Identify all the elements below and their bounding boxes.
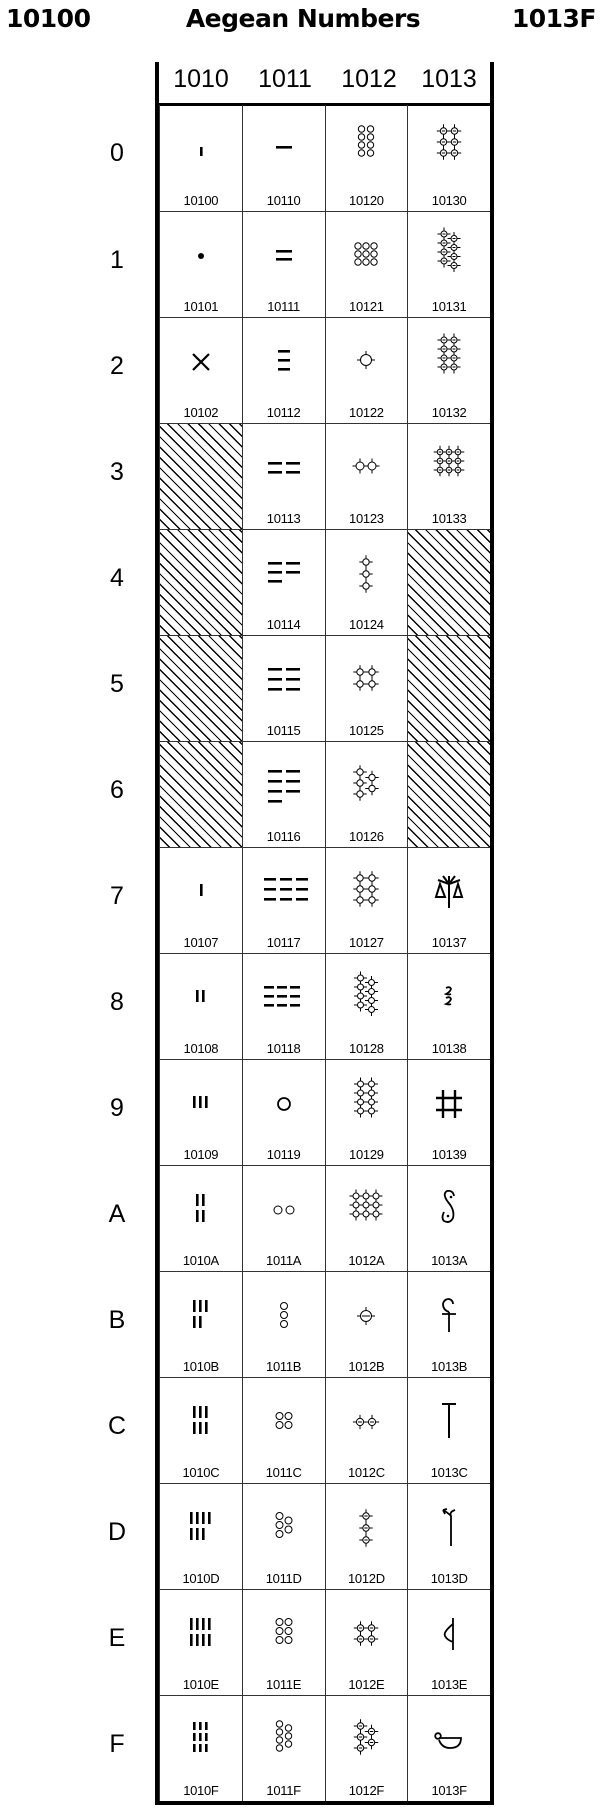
table-row [110, 741, 490, 847]
aegean-number-two-icon [171, 968, 231, 1026]
code-point-label: 10122 [349, 405, 384, 420]
aegean-number-fifty-thousand-b-icon [336, 1710, 396, 1768]
table-row [108, 1589, 490, 1695]
glyph-cell [325, 848, 408, 953]
code-point-label: 10111 [267, 299, 300, 314]
row-header-label: E [108, 1624, 126, 1652]
glyph-cell [242, 1378, 325, 1483]
code-point-label: 10127 [349, 935, 384, 950]
code-point-label: 1013D [430, 1571, 468, 1586]
glyph-cell [159, 1590, 242, 1695]
table-row [110, 423, 490, 529]
aegean-measure-third-subunit-icon [419, 1710, 479, 1768]
aegean-number-four-icon [171, 1180, 231, 1238]
aegean-number-five-icon [171, 1286, 231, 1344]
row-header-label: 1 [110, 246, 124, 274]
aegean-dry-measure-first-subunit-icon [419, 1392, 479, 1450]
glyph-cell [159, 1272, 242, 1377]
aegean-number-twenty-thousand-b-icon [336, 1392, 396, 1450]
glyph-cell [407, 1272, 490, 1377]
table-row [108, 1271, 490, 1377]
aegean-number-eighty-thousand-b-icon [336, 1074, 396, 1132]
glyph-cell [325, 742, 408, 847]
glyph-cell [242, 1590, 325, 1695]
table-row [109, 1695, 490, 1801]
code-point-label: 1011A [266, 1253, 302, 1268]
aegean-number-ninety-thousand-b-icon [336, 1180, 396, 1238]
glyph-cell [242, 424, 325, 529]
aegean-weight-fourth-subunit-icon [419, 1286, 479, 1344]
code-point-label: 10101 [183, 299, 219, 314]
aegean-number-thirty-thousand-icon [336, 544, 396, 602]
aegean-number-three-icon [171, 1074, 231, 1132]
row-header-label: 6 [110, 776, 124, 804]
aegean-number-seventy-thousand-icon [419, 226, 479, 284]
code-point-label: 10100 [183, 193, 219, 208]
code-point-label: 10124 [349, 617, 384, 632]
glyph-cell [325, 318, 408, 423]
glyph-cell [242, 105, 325, 211]
aegean-number-one-icon [171, 862, 231, 920]
code-point-label: 10120 [349, 193, 384, 208]
code-point-label: 10121 [349, 299, 384, 314]
aegean-number-seven-icon [171, 1498, 231, 1556]
code-point-label: 1013E [431, 1677, 468, 1692]
glyph-cell [407, 848, 490, 953]
aegean-number-fifty-thousand-icon [336, 756, 396, 814]
glyph-cell [407, 1696, 490, 1801]
code-point-label: 1010B [182, 1359, 219, 1374]
table-row [110, 317, 490, 423]
aegean-number-thirty-thousand-b-icon [336, 1498, 396, 1556]
code-point-label: 10108 [183, 1041, 219, 1056]
aegean-number-four-hundred-icon [254, 1392, 314, 1450]
aegean-number-seventy-thousand-b-icon [336, 968, 396, 1026]
glyph-cell [242, 212, 325, 317]
aegean-number-ten-icon [254, 119, 314, 177]
table-row [110, 953, 490, 1059]
glyph-cell [407, 105, 490, 211]
table-row [107, 1483, 490, 1589]
row-header-label: F [109, 1730, 125, 1758]
column-header-1010: 1010 [173, 65, 229, 93]
aegean-number-twenty-thousand-icon [336, 438, 396, 496]
aegean-number-ten-thousand-icon [336, 332, 396, 390]
aegean-number-nine-icon [171, 1710, 231, 1768]
reserved-cell [407, 530, 490, 635]
glyph-cell [159, 848, 242, 953]
glyph-cell [159, 212, 242, 317]
aegean-word-separator-line-icon [171, 119, 231, 177]
row-header-label: 9 [110, 1094, 124, 1122]
code-point-label: 10118 [266, 1041, 301, 1056]
glyph-cell [407, 318, 490, 423]
row-header-label: 2 [110, 352, 124, 380]
table-row [110, 635, 490, 741]
code-point-label: 1012F [348, 1783, 385, 1798]
aegean-weight-first-subunit-icon [419, 968, 479, 1026]
code-point-label: 10126 [349, 829, 384, 844]
glyph-cell [242, 636, 325, 741]
code-point-label: 1011B [266, 1359, 302, 1374]
row-header-label: 7 [110, 882, 124, 910]
code-point-label: 10114 [266, 617, 301, 632]
reserved-cell [407, 742, 490, 847]
glyph-cell [242, 318, 325, 423]
code-point-label: 1011D [265, 1571, 302, 1586]
column-header-1013: 1013 [421, 65, 477, 93]
glyph-cell [325, 1272, 408, 1377]
aegean-number-forty-icon [254, 438, 314, 496]
aegean-number-forty-thousand-icon [336, 650, 396, 708]
aegean-number-forty-thousand-b-icon [336, 1604, 396, 1662]
glyph-cell [242, 954, 325, 1059]
aegean-number-five-hundred-icon [254, 1498, 314, 1556]
row-header-label: B [108, 1306, 126, 1334]
table-row [110, 211, 490, 317]
table-row [110, 847, 490, 953]
glyph-cell [325, 1166, 408, 1271]
code-point-label: 10139 [431, 1147, 467, 1162]
glyph-cell [407, 1590, 490, 1695]
row-header-label: 5 [110, 670, 124, 698]
aegean-number-sixty-icon [254, 650, 314, 708]
range-end-code: 1013F [511, 4, 596, 33]
code-point-label: 10117 [266, 935, 301, 950]
aegean-number-fifty-icon [254, 544, 314, 602]
code-point-label: 1011E [266, 1677, 302, 1692]
code-point-label: 10133 [431, 511, 467, 526]
code-point-label: 10130 [431, 193, 467, 208]
glyph-cell [159, 1378, 242, 1483]
glyph-cell [159, 1060, 242, 1165]
glyph-cell [242, 848, 325, 953]
code-point-label: 1011C [265, 1465, 302, 1480]
code-point-label: 10137 [431, 935, 467, 950]
table-row [108, 1165, 490, 1271]
glyph-cell [159, 1696, 242, 1801]
code-point-label: 10132 [431, 405, 467, 420]
glyph-cell [325, 424, 408, 529]
glyph-cell [242, 1060, 325, 1165]
glyph-cell [242, 1166, 325, 1271]
aegean-number-two-hundred-icon [254, 1180, 314, 1238]
glyph-cell [242, 530, 325, 635]
row-header-label: C [107, 1412, 127, 1440]
row-header-label: 8 [110, 988, 124, 1016]
aegean-number-seventy-icon [254, 756, 314, 814]
range-start-code: 10100 [6, 4, 91, 33]
glyph-cell [242, 742, 325, 847]
row-header-label: A [108, 1200, 126, 1228]
glyph-cell [325, 954, 408, 1059]
code-point-label: 10112 [266, 405, 301, 420]
code-point-label: 10138 [431, 1041, 467, 1056]
row-header-label: D [107, 1518, 127, 1546]
aegean-number-thirty-icon [254, 332, 314, 390]
code-point-label: 10123 [349, 511, 384, 526]
aegean-number-eight-thousand-icon [336, 119, 396, 177]
code-point-label: 1013A [431, 1253, 468, 1268]
code-point-label: 1012E [348, 1677, 385, 1692]
row-header-label: 0 [110, 139, 124, 167]
glyph-cell [159, 954, 242, 1059]
row-header-label: 3 [110, 458, 124, 486]
aegean-number-twenty-icon [254, 226, 314, 284]
code-point-label: 10107 [183, 935, 219, 950]
reserved-cell [159, 530, 242, 635]
glyph-cell [242, 1484, 325, 1589]
aegean-number-eight-icon [171, 1604, 231, 1662]
code-point-label: 1010F [183, 1783, 219, 1798]
table-row [107, 1377, 490, 1483]
glyph-cell [407, 424, 490, 529]
code-point-label: 1012A [348, 1253, 385, 1268]
code-point-label: 1010E [182, 1677, 219, 1692]
column-header-row [155, 62, 494, 104]
reserved-cell [407, 636, 490, 741]
reserved-cell [159, 636, 242, 741]
aegean-measure-second-subunit-icon [419, 1604, 479, 1662]
aegean-number-sixty-thousand-icon [419, 119, 479, 177]
code-point-label: 1011F [266, 1783, 301, 1798]
code-point-label: 10102 [183, 405, 219, 420]
aegean-weight-base-unit-icon [419, 862, 479, 920]
aegean-number-six-hundred-icon [254, 1604, 314, 1662]
aegean-number-three-hundred-icon [254, 1286, 314, 1344]
code-point-label: 10129 [349, 1147, 384, 1162]
code-point-label: 1013F [431, 1783, 467, 1798]
column-header-1012: 1012 [341, 65, 397, 93]
glyph-grid [107, 105, 494, 1805]
table-row [110, 529, 490, 635]
code-point-label: 10109 [183, 1147, 219, 1162]
glyph-cell [159, 1166, 242, 1271]
column-header-1011: 1011 [258, 65, 312, 93]
glyph-cell [407, 1378, 490, 1483]
code-point-label: 1010D [182, 1571, 220, 1586]
aegean-number-eighty-thousand-icon [419, 332, 479, 390]
aegean-weight-third-subunit-icon [419, 1180, 479, 1238]
aegean-weight-second-subunit-icon [419, 1074, 479, 1132]
glyph-cell [159, 318, 242, 423]
glyph-cell [407, 954, 490, 1059]
glyph-cell [325, 105, 408, 211]
code-point-label: 1013C [430, 1465, 468, 1480]
glyph-cell [325, 530, 408, 635]
aegean-number-nine-thousand-icon [336, 226, 396, 284]
table-row [110, 1059, 490, 1165]
glyph-cell [407, 212, 490, 317]
code-point-label: 1012D [347, 1571, 385, 1586]
glyph-cell [242, 1272, 325, 1377]
code-point-label: 10125 [349, 723, 384, 738]
glyph-cell [407, 1060, 490, 1165]
row-header-label: 4 [110, 564, 124, 592]
reserved-cell [159, 742, 242, 847]
glyph-cell [325, 212, 408, 317]
code-point-label: 10128 [349, 1041, 384, 1056]
aegean-number-six-icon [171, 1392, 231, 1450]
aegean-word-separator-dot-icon [171, 226, 231, 284]
glyph-cell [407, 1484, 490, 1589]
aegean-number-sixty-thousand-b-icon [336, 862, 396, 920]
glyph-cell [325, 1484, 408, 1589]
aegean-number-ninety-thousand-icon [419, 438, 479, 496]
glyph-cell [159, 1484, 242, 1589]
aegean-number-eighty-icon [254, 862, 314, 920]
code-point-label: 10131 [431, 299, 467, 314]
aegean-check-mark-icon [171, 332, 231, 390]
aegean-number-one-hundred-icon [254, 1074, 314, 1132]
code-point-label: 10116 [266, 829, 301, 844]
page-title: Aegean Numbers [185, 4, 421, 33]
glyph-cell [242, 1696, 325, 1801]
glyph-cell [159, 105, 242, 211]
code-point-label: 10115 [266, 723, 301, 738]
aegean-liquid-measure-first-subunit-icon [419, 1498, 479, 1556]
aegean-number-ninety-icon [254, 968, 314, 1026]
glyph-cell [325, 1060, 408, 1165]
aegean-number-seven-hundred-icon [254, 1710, 314, 1768]
code-point-label: 10119 [266, 1147, 301, 1162]
glyph-cell [407, 1166, 490, 1271]
glyph-cell [325, 1696, 408, 1801]
table-row [110, 105, 490, 211]
code-point-label: 10113 [266, 511, 301, 526]
reserved-cell [159, 424, 242, 529]
code-point-label: 10110 [266, 193, 301, 208]
code-point-label: 1013B [431, 1359, 468, 1374]
aegean-number-ten-thousand-b-icon [336, 1286, 396, 1344]
glyph-cell [325, 636, 408, 741]
glyph-cell [325, 1590, 408, 1695]
code-point-label: 1012C [347, 1465, 385, 1480]
code-point-label: 1010A [182, 1253, 219, 1268]
code-point-label: 1012B [348, 1359, 385, 1374]
code-point-label: 1010C [182, 1465, 220, 1480]
glyph-cell [325, 1378, 408, 1483]
